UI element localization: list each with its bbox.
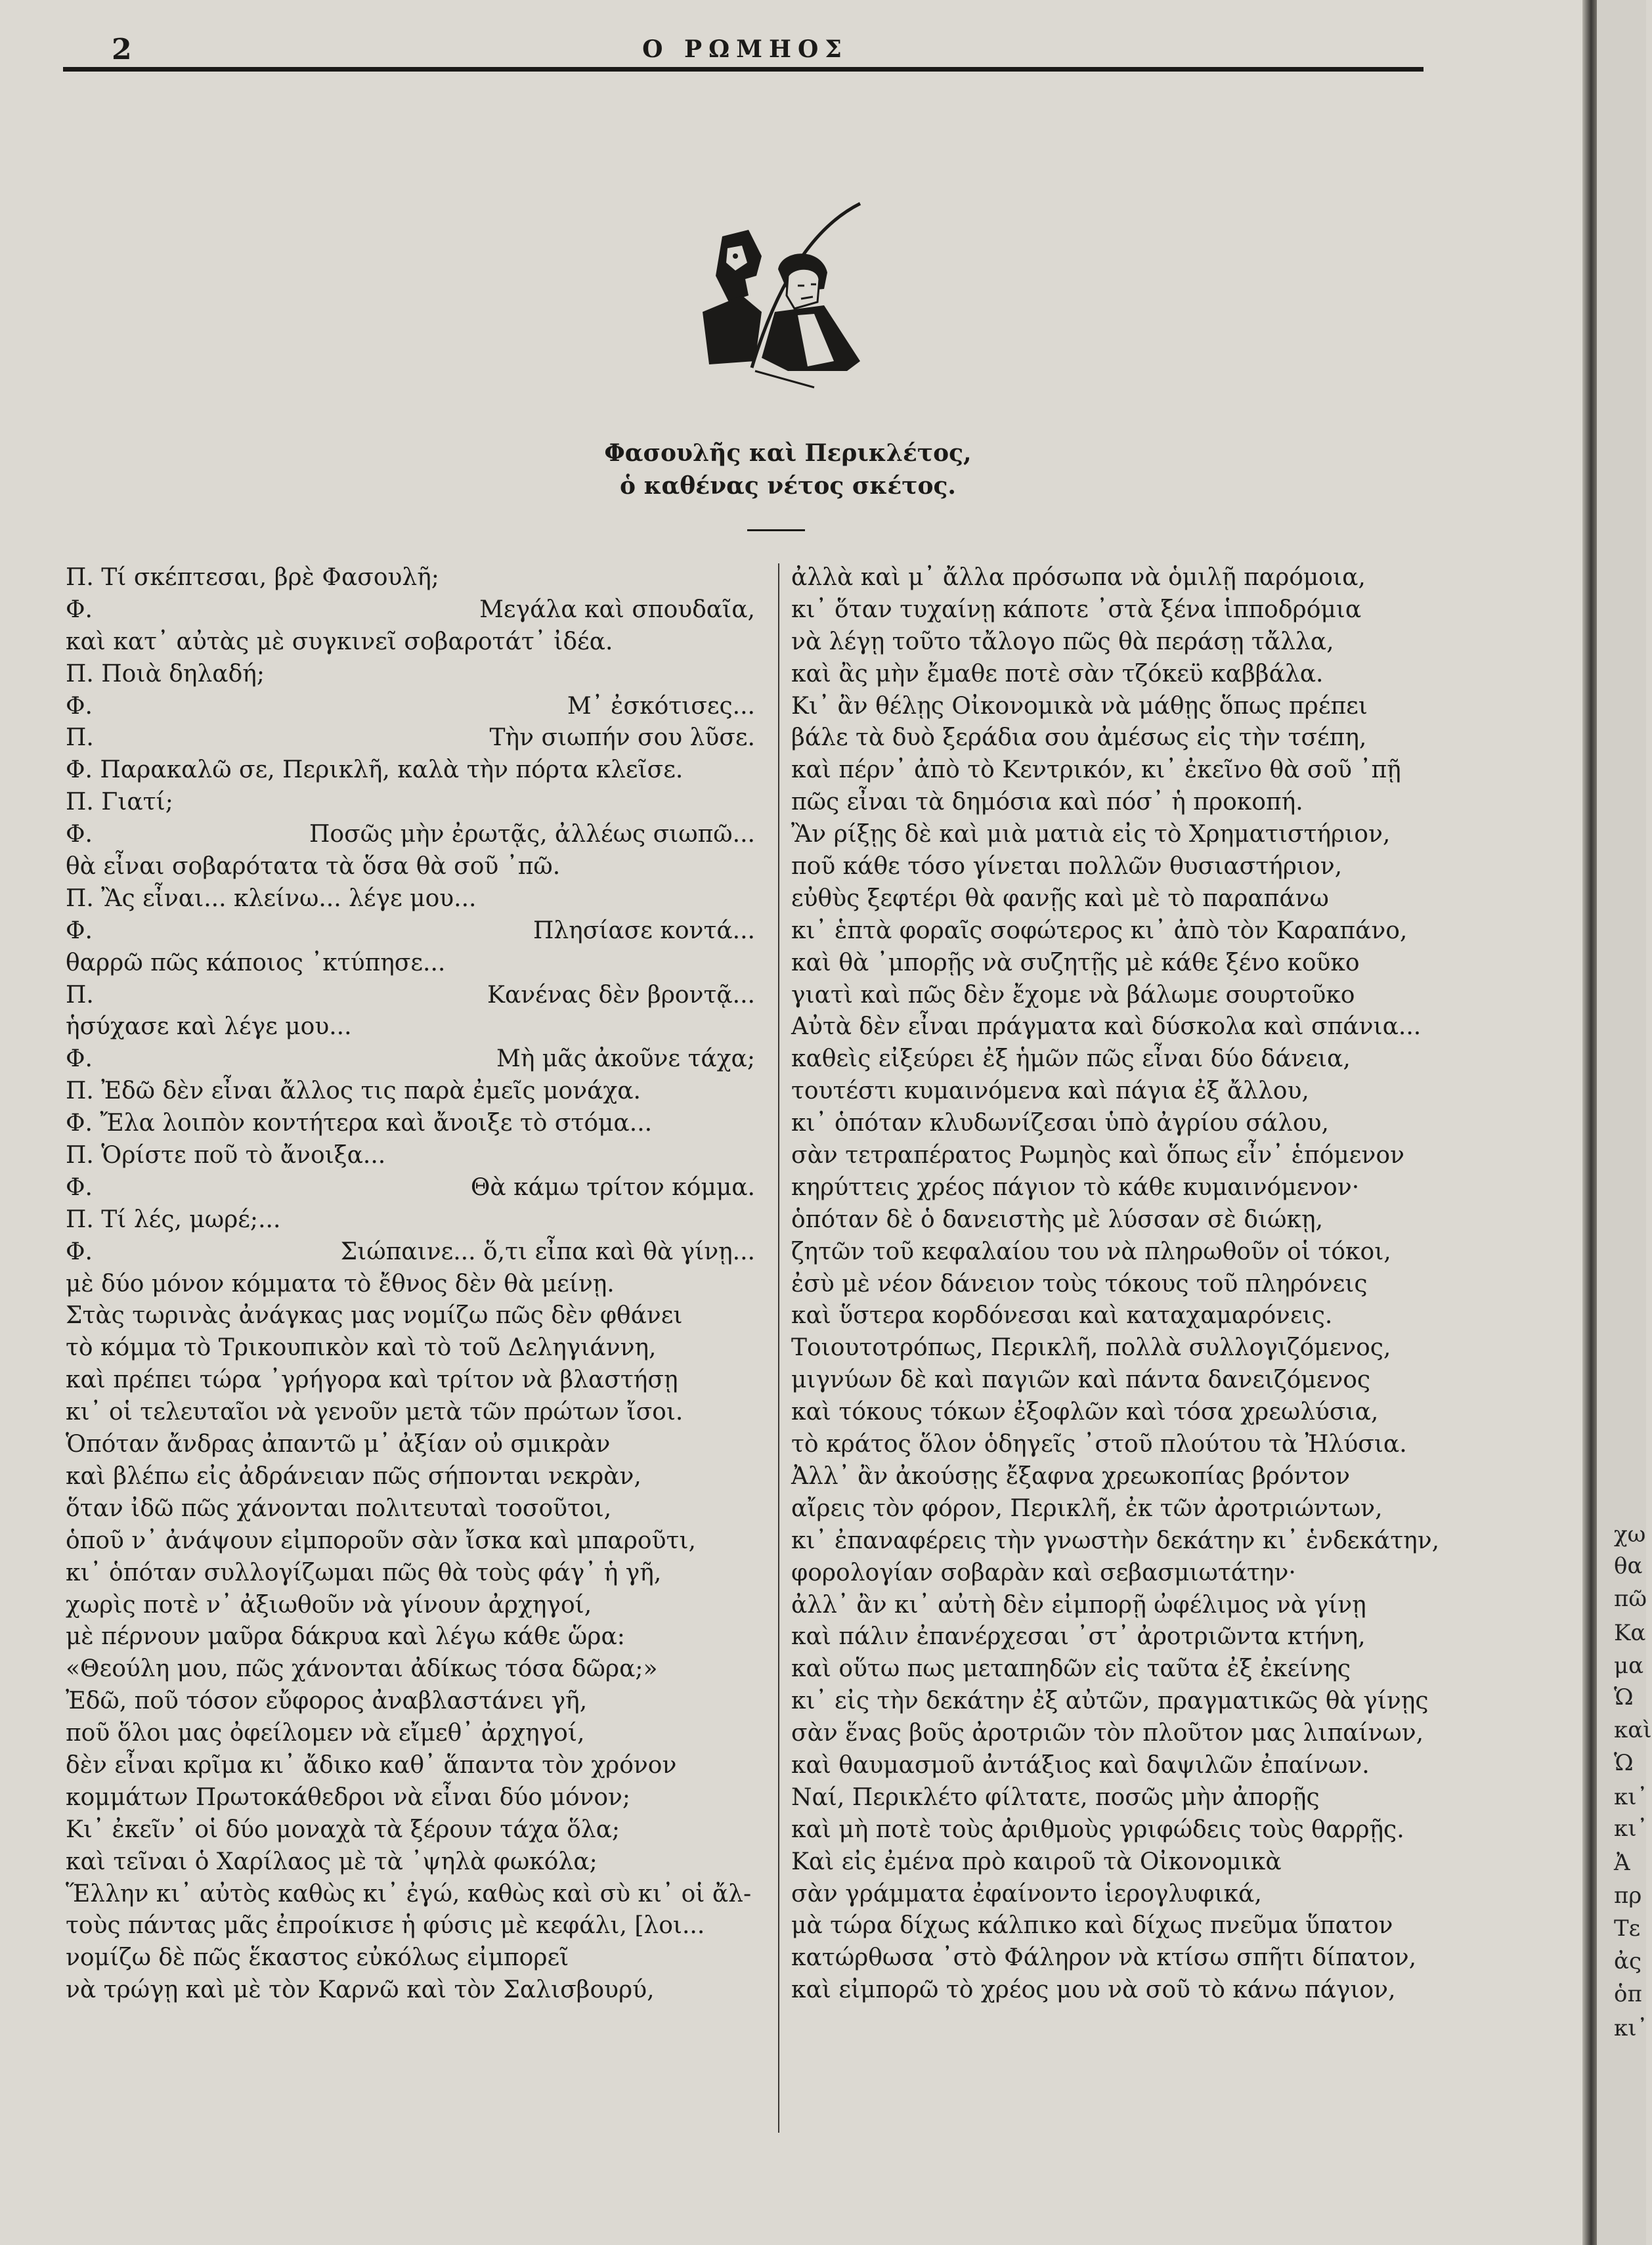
right-line: Ἂν ρίξῃς δὲ καὶ μιὰ ματιὰ εἰς τὸ Χρηματιστήριον, [791,821,1391,848]
right-line: Ἀλλ᾽ ἂν ἀκούσῃς ἔξαφνα χρεωκοπίας βρόντον [791,1462,1350,1490]
line-text: τοὺς πάντας μᾶς ἐπροίκισε ἡ φύσις μὲ κεφάλι, [λοι... [66,1912,705,1940]
line-text: καὶ κατ᾽ αὐτὰς μὲ συγκινεῖ σοβαροτάτ᾽ ἰδέα. [66,628,613,655]
line-text: Π. Γιατί; [66,789,173,816]
line-text: ὅταν ἰδῶ πῶς χάνονται πολιτευταὶ τοσοῦτοι, [66,1494,612,1522]
right-line: φορολογίαν σοβαρὰν καὶ σεβασμιωτάτην· [791,1559,1296,1586]
line-text: θὰ εἶναι σοβαρότατα τὰ ὅσα θὰ σοῦ ᾽πῶ. [66,853,561,881]
line-text: Μὴ μᾶς ἀκοῦνε τάχα; [496,1045,755,1073]
speaker-label: Φ. [66,821,93,848]
left-line [66,1204,755,1236]
line-text: Π. Ἂς εἶναι... κλείνω... λέγε μου... [66,884,477,912]
right-line: καὶ θὰ ᾽μπορῇς νὰ συζητῇς μὲ κάθε ξένο κοῦκο [791,949,1360,976]
left-line [66,1686,755,1718]
right-line: καὶ τόκους τόκων ἐξοφλῶν καὶ τόσα χρεωλύσια, [791,1399,1379,1426]
right-line: πῶς εἶναι τὰ δημόσια καὶ πόσ᾽ ἡ προκοπή. [791,789,1303,816]
speaker-label: Φ. [66,1173,93,1201]
left-line [66,1653,755,1686]
right-line: μὰ τώρα δίχως κάλπικο καὶ δίχως πνεῦμα ὕπατον [791,1912,1393,1940]
line-text: Μ᾽ ἐσκότισες... [567,692,755,720]
facing-page-fragment: πρ [1614,1883,1642,1909]
left-line [66,1718,755,1750]
facing-page-fragment: κι᾽ [1614,1816,1648,1842]
left-line [66,1750,755,1782]
left-line [66,1332,755,1364]
right-line: ἀλλὰ καὶ μ᾽ ἄλλα πρόσωπα νὰ ὁμιλῇ παρόμοια, [791,564,1366,591]
speaker-label: Φ. [66,692,93,720]
right-line: γιατὶ καὶ πῶς δὲν ἔχομε νὰ βάλωμε σουρτοῦκο [791,981,1355,1009]
line-text: ὁποῦ ν᾽ ἀνάψουν εἰμποροῦν σὰν ἴσκα καὶ μπαροῦτι, [66,1527,696,1554]
right-line: Ναί, Περικλέτο φίλτατε, ποσῶς μὴν ἀπορῇς [791,1783,1320,1811]
line-text: Στὰς τωρινὰς ἀνάγκας μας νομίζω πῶς δὲν φθάνει [66,1302,683,1330]
line-text: κι᾽ ὁπόταν συλλογίζωμαι πῶς θὰ τοὺς φάγ᾽ ἡ γῆ, [66,1559,662,1586]
left-line [66,1879,755,1911]
facing-page-fragment: Τε [1614,1915,1641,1942]
line-text: νομίζω δὲ πῶς ἕκαστος εὐκόλως εἰμπορεῖ [66,1944,569,1972]
left-line [66,562,755,594]
line-text: Μεγάλα καὶ σπουδαῖα, [479,596,755,623]
left-line [66,1910,755,1942]
right-line: μιγνύων δὲ καὶ παγιῶν καὶ πάντα δανειζόμενος [791,1366,1371,1394]
left-line [66,659,755,691]
left-line [66,1846,755,1879]
line-text: «Θεούλη μου, πῶς χάνονται ἀδίκως τόσα δῶρα;» [66,1655,658,1683]
line-text: Φ. Παρακαλῶ σε, Περικλῆ, καλὰ τὴν πόρτα κλεῖσε. [66,756,684,784]
left-line [66,1525,755,1558]
right-line: καὶ ἂς μὴν ἔμαθε ποτὲ σὰν τζόκεϋ καββάλα. [791,660,1324,687]
left-line [66,1011,755,1043]
facing-page-fragment: Ὡ [1614,1684,1634,1711]
right-line: ζητῶν τοῦ κεφαλαίου του νὰ πληρωθοῦν οἱ τόκοι, [791,1238,1391,1265]
facing-page-fragment: θα [1614,1553,1643,1579]
line-text: δὲν εἶναι κρῖμα κι᾽ ἄδικο καθ᾽ ἅπαντα τὸν χρόνον [66,1751,677,1779]
left-line [66,1782,755,1814]
headline-rule [747,529,805,531]
right-line: κι᾽ ὁπόταν κλυδωνίζεσαι ὑπὸ ἀγρίου σάλου, [791,1110,1329,1137]
facing-page-fragment: Κα [1614,1620,1646,1646]
line-text: μὲ πέρνουν μαῦρα δάκρυα καὶ λέγω κάθε ὥρα: [66,1623,625,1651]
left-line [66,1140,755,1172]
right-line: καὶ πέρν᾽ ἀπὸ τὸ Κεντρικόν, κι᾽ ἐκεῖνο θὰ σοῦ ᾽πῇ [791,756,1401,784]
line-text: ποῦ ὅλοι μας ὀφείλομεν νὰ εἴμεθ᾽ ἀρχηγοί, [66,1720,585,1747]
left-line [66,691,755,723]
line-text: Π. Τί λές, μωρέ;... [66,1206,281,1233]
right-line: κι᾽ ἐπαναφέρεις τὴν γνωστὴν δεκάτην κι᾽ ἑνδεκάτην, [791,1527,1440,1554]
left-line [66,1942,755,1974]
facing-page-fragment: κι᾽ [1614,1784,1648,1810]
left-column [66,562,755,2007]
page-number: 2 [112,33,132,66]
column-divider [778,563,779,2133]
line-text: Κι᾽ ἐκεῖν᾽ οἱ δύο μοναχὰ τὰ ξέρουν τάχα ὅλα; [66,1816,620,1843]
left-line [66,1269,755,1301]
right-line: καὶ μὴ ποτὲ τοὺς ἀριθμοὺς γριφώδεις τοὺς θαρρῇς. [791,1816,1404,1843]
line-text: Τὴν σιωπήν σου λῦσε. [489,724,755,752]
line-text: καὶ βλέπω εἰς ἀδράνειαν πῶς σήπονται νεκρὰν, [66,1462,641,1490]
headline-line-1: Φασουλῆς καὶ Περικλέτος, [604,439,972,467]
right-line: Καὶ εἰς ἐμένα πρὸ καιροῦ τὰ Οἰκονομικὰ [791,1848,1282,1875]
left-line [66,754,755,787]
right-line: κι᾽ ὅταν τυχαίνῃ κάποτε ᾽στὰ ξένα ἱπποδρόμια [791,596,1362,623]
right-line: Κι᾽ ἂν θέλῃς Οἰκονομικὰ νὰ μάθῃς ὅπως πρέπει [791,692,1368,720]
left-line [66,1236,755,1269]
line-text: τὸ κόμμα τὸ Τρικουπικὸν καὶ τὸ τοῦ Δεληγιάννη, [66,1334,657,1362]
speaker-label: Π. [66,724,94,752]
publication-title: Ο ΡΩΜΗΟΣ [642,35,848,63]
line-text: μὲ δύο μόνον κόμματα τὸ ἔθνος δὲν θὰ μείνῃ. [66,1270,615,1297]
line-text: Ὁπόταν ἄνδρας ἀπαντῶ μ᾽ ἀξίαν οὐ σμικρὰν [66,1431,611,1458]
left-line [66,1558,755,1590]
facing-page-fragment: καὶ [1614,1717,1652,1743]
headline-line-2: ὁ καθένας νέτος σκέτος. [620,472,956,500]
line-text: κομμάτων Πρωτοκάθεδροι νὰ εἶναι δύο μόνον; [66,1783,631,1811]
right-line: καὶ εἰμπορῶ τὸ χρέος μου νὰ σοῦ τὸ κάνω πάγιον, [791,1976,1396,2004]
right-line: σὰν γράμματα ἐφαίνοντο ἱερογλυφικά, [791,1880,1262,1907]
right-line: τουτέστι κυμαινόμενα καὶ πάγια ἐξ ἄλλου, [791,1078,1309,1105]
right-line: ὁπόταν δὲ ὁ δανειστὴς μὲ λύσσαν σὲ διώκῃ, [791,1206,1324,1233]
left-line [66,1397,755,1429]
right-line: ἀλλ᾽ ἂν κι᾽ αὐτὴ δὲν εἰμπορῇ ὠφέλιμος νὰ γίνῃ [791,1591,1366,1619]
right-line: εὐθὺς ξεφτέρι θὰ φανῇς καὶ μὲ τὸ παραπάνω [791,884,1329,912]
line-text: Πλησίασε κοντά... [533,917,755,944]
left-line [66,1590,755,1622]
right-column [791,562,1454,2007]
left-line [66,819,755,851]
right-line: καὶ ὕστερα κορδόνεσαι καὶ καταχαμαρόνεις. [791,1302,1333,1330]
left-line [66,1300,755,1332]
line-text: Ἐδῶ, ποῦ τόσον εὔφορος ἀναβλαστάνει γῆ, [66,1688,588,1715]
right-line: βάλε τὰ δυὸ ξεράδια σου ἀμέσως εἰς τὴν τσέπη, [791,724,1367,752]
speaker-label: Φ. [66,1045,93,1073]
line-text: κι᾽ οἱ τελευταῖοι νὰ γενοῦν μετὰ τῶν πρώτων ἴσοι. [66,1399,684,1426]
line-text: Ποσῶς μὴν ἐρωτᾷς, ἀλλέως σιωπῶ... [309,821,755,848]
right-line: κηρύττεις χρέος πάγιον τὸ κάθε κυμαινόμενον· [791,1173,1360,1201]
right-line: σὰν ἕνας βοῦς ἀροτριῶν τὸν πλοῦτον μας λιπαίνων, [791,1720,1424,1747]
left-line [66,1429,755,1461]
facing-page-fragment: Ἀ [1614,1850,1630,1876]
facing-page-fragment: ὁπ [1614,1981,1642,2007]
left-line [66,1974,755,2007]
left-line [66,1364,755,1397]
line-text: Π. Ἐδῶ δὲν εἶναι ἄλλος τις παρὰ ἐμεῖς μονάχα. [66,1078,641,1105]
facing-page-fragment: ἀς [1614,1948,1642,1974]
facing-page-fragment: μα [1614,1653,1644,1679]
line-text: Π. Ποιὰ δηλαδή; [66,660,265,687]
right-line: κατώρθωσα ᾽στὸ Φάληρον νὰ κτίσω σπῆτι δίπατον, [791,1944,1417,1972]
left-line [66,883,755,915]
right-line: κι᾽ ἑπτὰ φοραῖς σοφώτερος κι᾽ ἀπὸ τὸν Καραπάνο, [791,917,1408,944]
caricature-illustration [683,197,873,394]
line-text: ἡσύχασε καὶ λέγε μου... [66,1013,352,1041]
left-line [66,722,755,754]
left-line [66,980,755,1012]
left-line [66,787,755,819]
next-page-edge [1597,0,1652,2245]
right-line: ἐσὺ μὲ νέον δάνειον τοὺς τόκους τοῦ πληρόνεις [791,1270,1368,1297]
line-text: Φ. Ἔλα λοιπὸν κοντήτερα καὶ ἄνοιξε τὸ στόμα... [66,1110,653,1137]
right-line: νὰ λέγῃ τοῦτο τἄλογο πῶς θὰ περάσῃ τἄλλα, [791,628,1334,655]
left-line [66,1461,755,1493]
speaker-label: Φ. [66,1238,93,1265]
left-line [66,1043,755,1076]
speaker-label: Φ. [66,917,93,944]
page-header [66,29,1425,68]
facing-page-fragment: κι᾽ [1614,2015,1648,2041]
header-rule [63,67,1424,72]
line-text: Π. Τί σκέπτεσαι, βρὲ Φασουλῆ; [66,564,439,591]
speaker-label: Φ. [66,596,93,623]
line-text: θαρρῶ πῶς κάποιος ᾽κτύπησε... [66,949,446,976]
left-line [66,1814,755,1846]
facing-page-fragment: πῶ [1614,1586,1647,1612]
left-line [66,1108,755,1140]
right-line: καὶ πάλιν ἐπανέρχεσαι ᾽στ᾽ ἀροτριῶντα κτήνη, [791,1623,1366,1651]
line-text: Θὰ κάμω τρίτον κόμμα. [470,1173,755,1201]
right-line: σὰν τετραπέρατος Ρωμηὸς καὶ ὅπως εἶν᾽ ἑπόμενον [791,1142,1404,1169]
line-text: Σιώπαινε... ὅ,τι εἶπα καὶ θὰ γίνῃ... [340,1238,755,1265]
line-text: χωρὶς ποτὲ ν᾽ ἀξιωθοῦν νὰ γίνουν ἀρχηγοί, [66,1591,592,1619]
line-text: Ἕλλην κι᾽ αὐτὸς καθὼς κι᾽ ἐγώ, καθὼς καὶ σὺ κι᾽ οἱ ἄλ- [66,1880,752,1907]
left-line [66,1493,755,1525]
left-line [66,915,755,948]
right-line: καὶ θαυμασμοῦ ἀντάξιος καὶ δαψιλῶν ἐπαίνων. [791,1751,1370,1779]
line-text: καὶ τεῖναι ὁ Χαρίλαος μὲ τὰ ᾽ψηλὰ φωκόλα; [66,1848,598,1875]
left-line [66,594,755,626]
left-line [66,1172,755,1204]
line-text: καὶ πρέπει τώρα ᾽γρήγορα καὶ τρίτον νὰ βλαστήσῃ [66,1366,678,1394]
right-line: Αὐτὰ δὲν εἶναι πράγματα καὶ δύσκολα καὶ σπάνια... [791,1013,1422,1041]
left-line [66,851,755,883]
line-text: νὰ τρώγῃ καὶ μὲ τὸν Καρνῶ καὶ τὸν Σαλισβουρύ, [66,1976,655,2004]
right-line: αἴρεις τὸν φόρον, Περικλῆ, ἐκ τῶν ἀροτριώντων, [791,1494,1383,1522]
right-line: τὸ κράτος ὅλον ὁδηγεῖς ᾽στοῦ πλούτου τὰ Ἠλύσια. [791,1431,1407,1458]
facing-page-fragment: χω [1614,1521,1646,1548]
left-line [66,1076,755,1108]
left-line [66,1621,755,1653]
speaker-label: Π. [66,981,94,1009]
right-line: καὶ οὕτω πως μεταπηδῶν εἰς ταῦτα ἐξ ἐκείνης [791,1655,1351,1683]
right-line: κι᾽ εἰς τὴν δεκάτην ἐξ αὐτῶν, πραγματικῶς θὰ γίνῃς [791,1688,1429,1715]
book-spine-gutter [1582,0,1597,2245]
right-line: ποῦ κάθε τόσο γίνεται πολλῶν θυσιαστήριον, [791,853,1343,881]
right-line: Τοιουτοτρόπως, Περικλῆ, πολλὰ συλλογιζόμενος, [791,1334,1391,1362]
facing-page-fragment: Ὡ [1614,1750,1634,1776]
line-text: Κανένας δὲν βροντᾷ... [487,981,755,1009]
right-line: καθεὶς εἰξεύρει ἐξ ἡμῶν πῶς εἶναι δύο δάνεια, [791,1045,1351,1073]
left-line [66,948,755,980]
left-line [66,626,755,659]
line-text: Π. Ὁρίστε ποῦ τὸ ἄνοιξα... [66,1142,386,1169]
